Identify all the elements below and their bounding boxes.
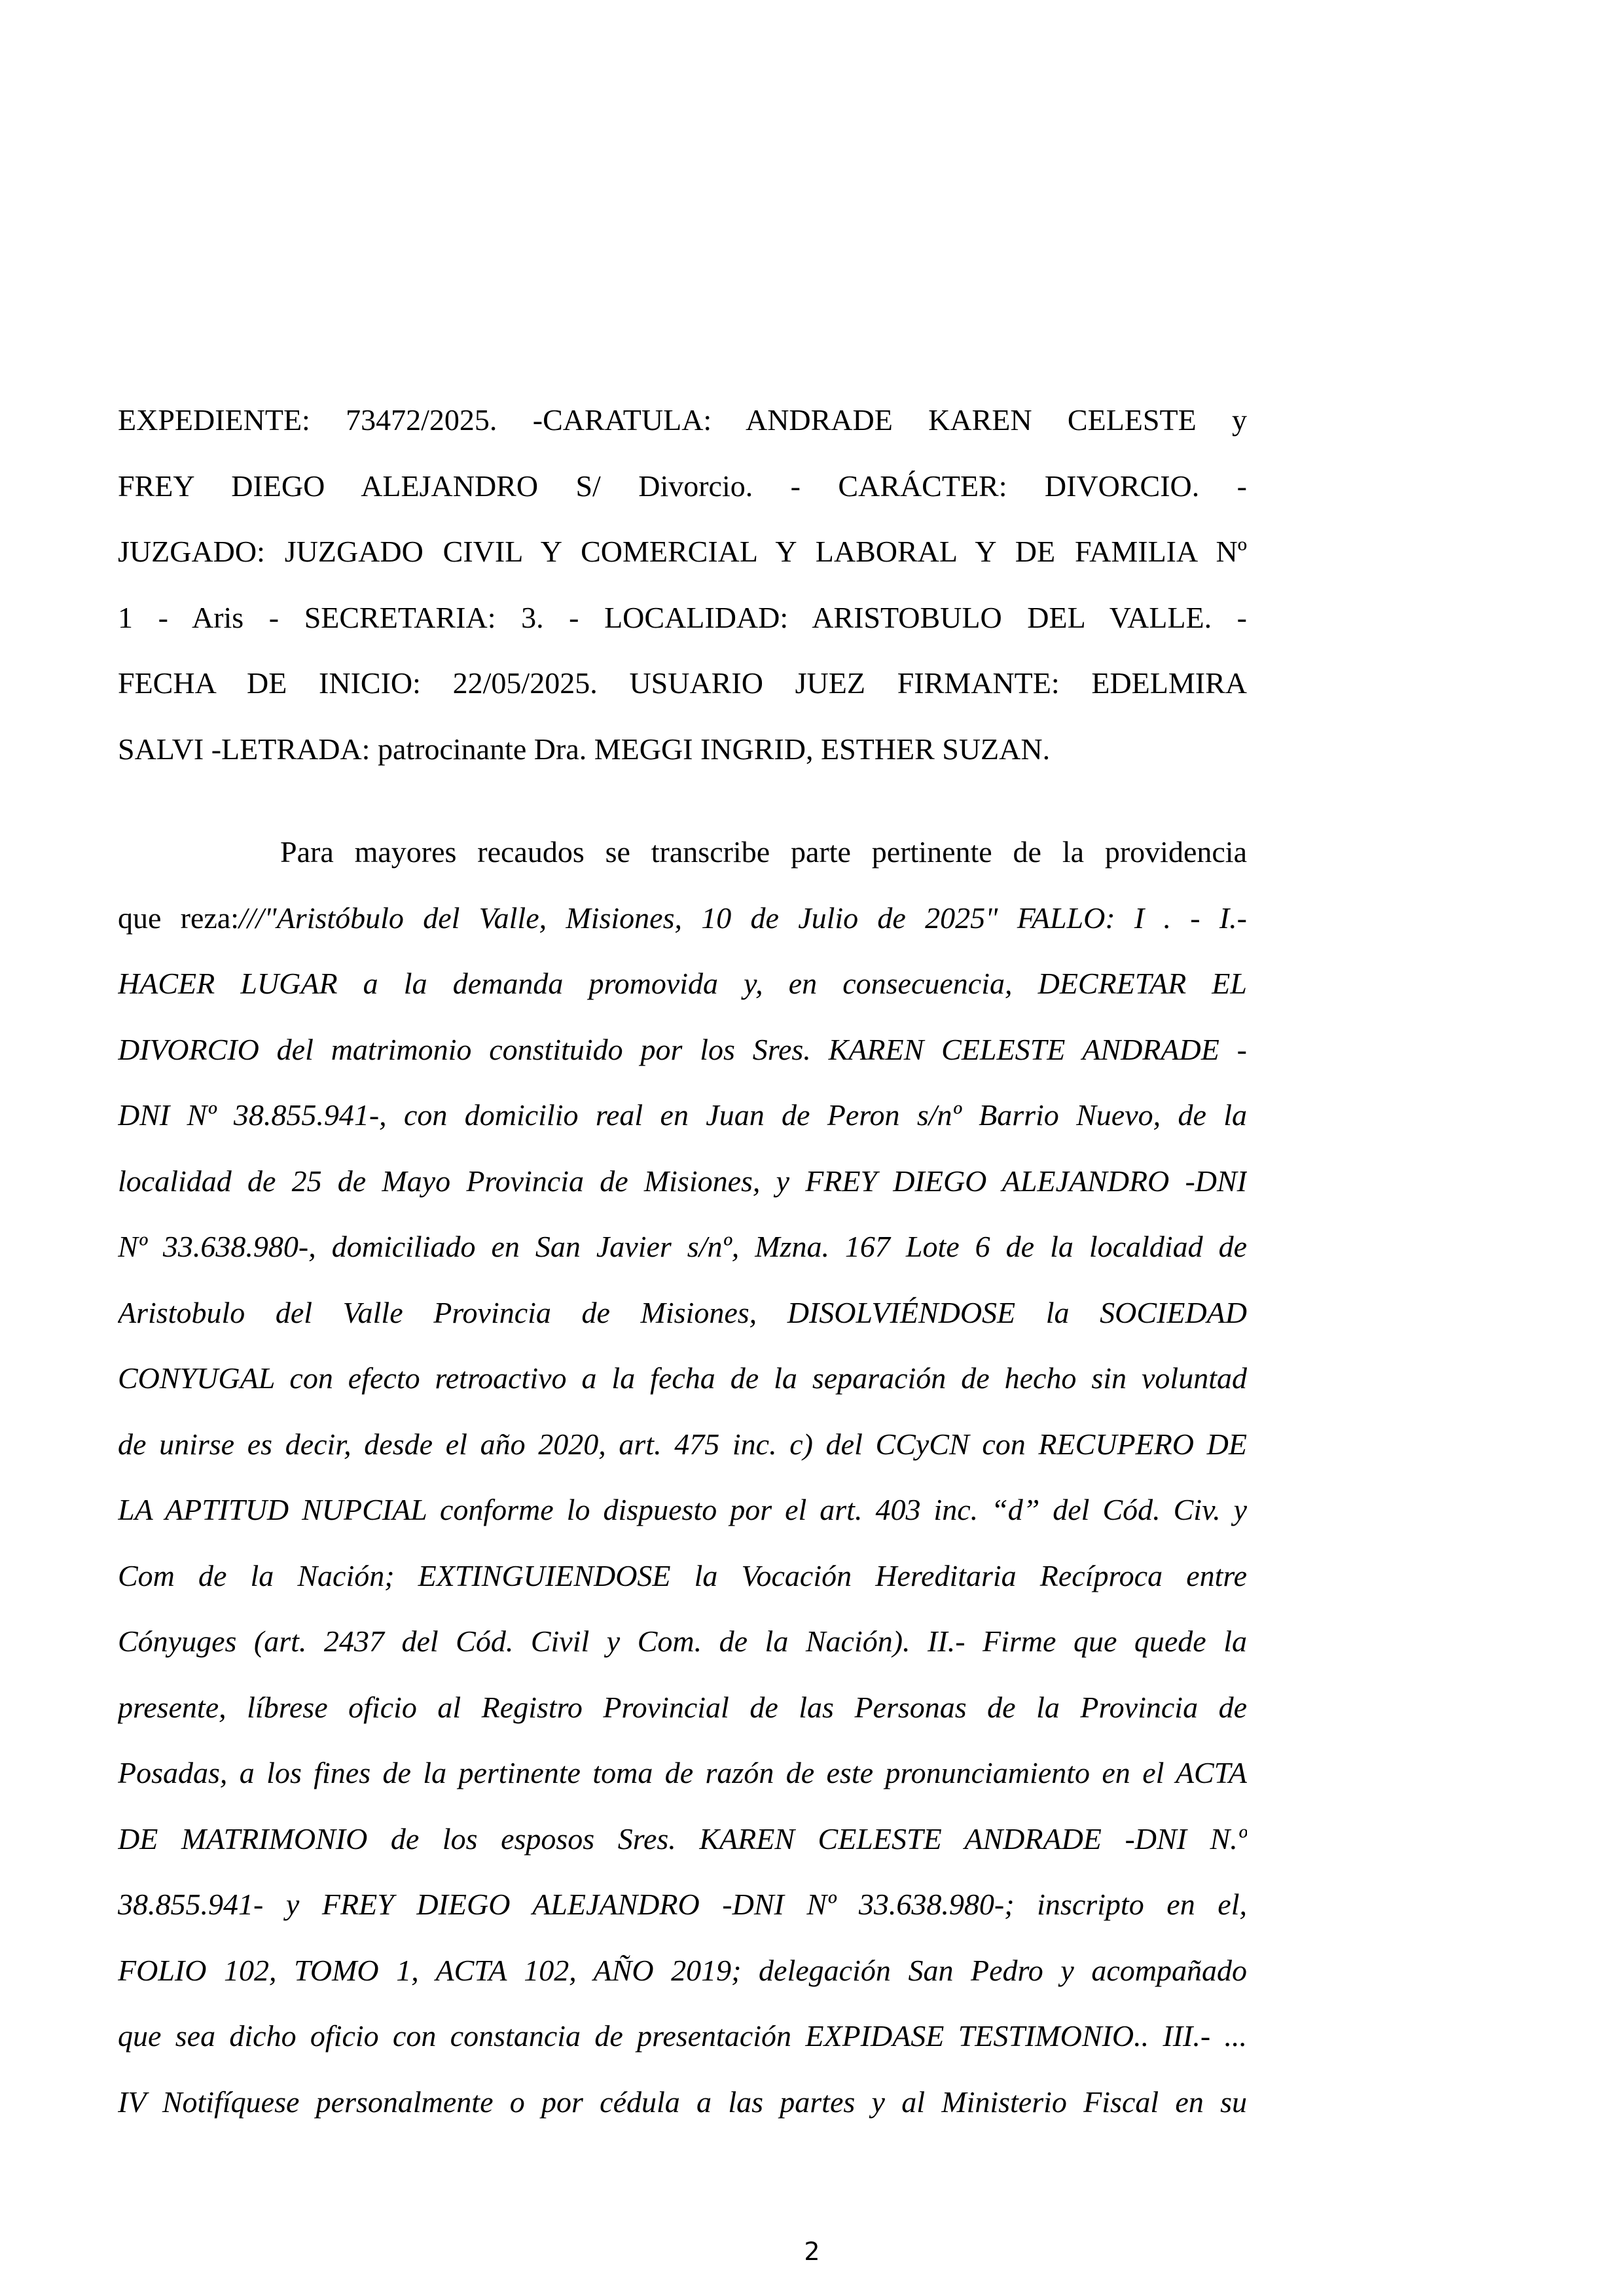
text-line <box>118 2017 1247 2083</box>
case-header-paragraph <box>118 401 1247 795</box>
italic-text-segment: Aristobulo del Valle Provincia de Misiones, DISOLVIÉNDOSE la SOCIEDAD <box>118 1295 1247 1329</box>
italic-text-segment: localidad de 25 de Mayo Provincia de Misiones, y FREY DIEGO ALEJANDRO -DNI <box>118 1164 1247 1198</box>
text-segment: que reza: <box>118 901 240 935</box>
italic-text-segment: de unirse es decir, desde el año 2020, art. 475 inc. c) del CCyCN con RECUPERO DE <box>118 1427 1247 1461</box>
text-line <box>118 2083 1247 2149</box>
text-line <box>118 730 1247 796</box>
text-segment: FECHA DE INICIO: 22/05/2025. USUARIO JUEZ FIRMANTE: EDELMIRA <box>118 666 1247 700</box>
italic-text-segment: Posadas, a los fines de la pertinente toma de razón de este pronunciamiento en el ACTA <box>118 1756 1247 1789</box>
italic-text-segment: ///"Aristóbulo del Valle, Misiones, 10 de Julio de 2025" FALLO: I . - I.- <box>239 901 1247 935</box>
text-line <box>118 664 1247 730</box>
text-segment: EXPEDIENTE: 73472/2025. -CARATULA: ANDRADE KAREN CELESTE y <box>118 403 1247 437</box>
text-line <box>118 532 1247 598</box>
text-line <box>118 401 1247 467</box>
italic-text-segment: presente, líbrese oficio al Registro Provincial de las Personas de la Provincia de <box>118 1690 1247 1724</box>
text-line <box>118 1490 1247 1556</box>
text-segment: Para mayores recaudos se transcribe parte pertinente de la providencia <box>280 835 1247 869</box>
italic-text-segment: Com de la Nación; EXTINGUIENDOSE la Vocación Hereditaria Recíproca entre <box>118 1558 1247 1592</box>
text-segment: 1 - Aris - SECRETARIA: 3. - LOCALIDAD: ARISTOBULO DEL VALLE. - <box>118 600 1247 634</box>
italic-text-segment: que sea dicho oficio con constancia de presentación EXPIDASE TESTIMONIO.. III.- ... <box>118 2019 1247 2053</box>
italic-text-segment: IV Notifíquese personalmente o por cédula a las partes y al Ministerio Fiscal en su <box>118 2085 1247 2119</box>
italic-text-segment: Cónyuges (art. 2437 del Cód. Civil y Com. de la Nación). II.- Firme que quede la <box>118 1624 1247 1658</box>
text-line <box>118 1820 1247 1886</box>
italic-text-segment: HACER LUGAR a la demanda promovida y, en consecuencia, DECRETAR EL <box>118 967 1247 1000</box>
text-line <box>118 899 1247 965</box>
text-line <box>118 1688 1247 1754</box>
italic-text-segment: 38.855.941- y FREY DIEGO ALEJANDRO -DNI Nº 33.638.980-; inscripto en el, <box>118 1888 1247 1921</box>
italic-text-segment: CONYUGAL con efecto retroactivo a la fecha de la separación de hecho sin voluntad <box>118 1361 1247 1395</box>
text-line <box>118 1622 1247 1688</box>
text-line <box>118 1227 1247 1293</box>
text-line <box>118 1885 1247 1951</box>
text-line <box>118 1425 1247 1491</box>
text-segment: JUZGADO: JUZGADO CIVIL Y COMERCIAL Y LABORAL Y DE FAMILIA Nº <box>118 535 1247 568</box>
text-line <box>118 833 1247 899</box>
italic-text-segment: DIVORCIO del matrimonio constituido por los Sres. KAREN CELESTE ANDRADE - <box>118 1032 1247 1066</box>
text-line <box>118 1162 1247 1228</box>
transcription-paragraph <box>118 833 1247 2148</box>
italic-text-segment: DNI Nº 38.855.941-, con domicilio real en Juan de Peron s/nº Barrio Nuevo, de la <box>118 1098 1247 1132</box>
italic-text-segment: DE MATRIMONIO de los esposos Sres. KAREN CELESTE ANDRADE -DNI N.º <box>118 1821 1247 1856</box>
italic-text-segment: LA APTITUD NUPCIAL conforme lo dispuesto por el art. 403 inc. “d” del Cód. Civ. y <box>118 1493 1247 1526</box>
page-number: 2 <box>804 2237 820 2266</box>
text-line <box>118 1951 1247 2017</box>
italic-text-segment: Nº 33.638.980-, domiciliado en San Javier s/nº, Mzna. 167 Lote 6 de la localdiad de <box>118 1230 1247 1263</box>
text-line <box>118 1753 1247 1820</box>
text-line <box>118 467 1247 533</box>
text-line <box>118 1096 1247 1162</box>
text-line <box>118 1293 1247 1359</box>
text-line <box>118 1030 1247 1096</box>
text-line <box>118 1556 1247 1623</box>
text-line <box>118 598 1247 664</box>
text-segment: FREY DIEGO ALEJANDRO S/ Divorcio. - CARÁCTER: DIVORCIO. - <box>118 469 1247 503</box>
text-line <box>118 1359 1247 1425</box>
italic-text-segment: FOLIO 102, TOMO 1, ACTA 102, AÑO 2019; delegación San Pedro y acompañado <box>118 1953 1247 1987</box>
text-line <box>118 964 1247 1030</box>
text-segment: SALVI -LETRADA: patrocinante Dra. MEGGI INGRID, ESTHER SUZAN. <box>118 732 1051 766</box>
